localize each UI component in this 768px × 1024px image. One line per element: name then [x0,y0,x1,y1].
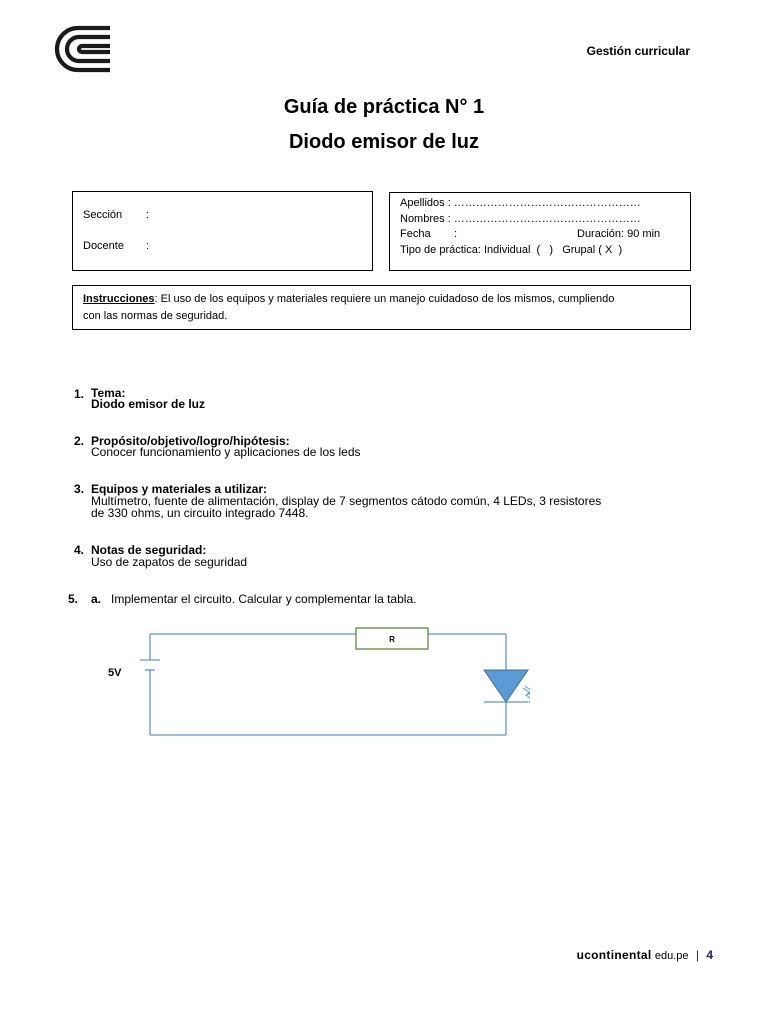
seccion-label: Sección [83,209,123,221]
led-light-arrows-icon [523,686,530,708]
docente-label: Docente [83,240,124,252]
apellidos-field: Apellidos : …………………………………………… [400,197,641,209]
info-box-right [389,192,691,271]
instructions-label: Instrucciones [83,293,155,305]
duracion-text: Duración: 90 min [577,228,661,240]
section-2-title: Propósito/objetivo/logro/hipótesis: [91,434,290,448]
page-number: 4 [706,948,713,962]
section-2-number: 2. [74,434,85,448]
page-subtitle: Diodo emisor de luz [288,131,480,153]
item-5-number: 5. [68,592,79,606]
info-box-left [72,191,373,271]
instructions-line2: con las normas de seguridad. [83,310,228,322]
voltage-label: 5V [108,667,122,679]
section-1-body: Diodo emisor de luz [91,397,206,411]
footer-domain: edu.pe [654,950,689,962]
resistor-label: R [389,635,395,644]
item-5-text: Implementar el circuito. Calcular y complementar la tabla. [111,592,417,606]
section-1-number: 1. [74,387,85,401]
fecha-sep: : [454,228,458,240]
section-2-body: Conocer funcionamiento y aplicaciones de los leds [91,445,361,459]
page-title: Guía de práctica N° 1 [283,96,485,118]
footer [577,948,713,962]
section-3-body-line2: de 330 ohms, un circuito integrado 7448. [91,506,309,520]
docente-sep: : [146,240,150,252]
fecha-label: Fecha [400,228,431,240]
section-1-title: Tema: [91,386,126,400]
instructions-line1 [83,292,614,308]
nombres-field: Nombres : …………………………………………… [400,213,641,225]
section-3-title: Equipos y materiales a utilizar: [91,482,268,496]
item-5-letter: a. [91,592,102,606]
section-3-number: 3. [74,482,85,496]
led-circuit-diagram [100,620,530,750]
section-4-title: Notas de seguridad: [91,543,207,557]
section-4-body: Uso de zapatos de seguridad [91,555,248,569]
university-logo [50,24,120,74]
instructions-box [72,285,691,330]
instructions-text: : El uso de los equipos y materiales requiere un manejo cuidadoso de los mismos, cumpliendo [154,293,615,305]
header-right-text: Gestión curricular [586,44,690,58]
footer-separator: | [695,948,699,962]
footer-brand: ucontinental [576,948,652,962]
section-4-number: 4. [74,543,85,557]
section-3-body: Multímetro, fuente de alimentación, display de 7 segmentos cátodo común, 4 LEDs, 3 resistores [91,494,602,508]
led-diode-icon [484,670,528,702]
seccion-sep: : [146,209,150,221]
tipo-practica: Tipo de práctica: Individual ( ) Grupal ( X ) [400,244,623,256]
